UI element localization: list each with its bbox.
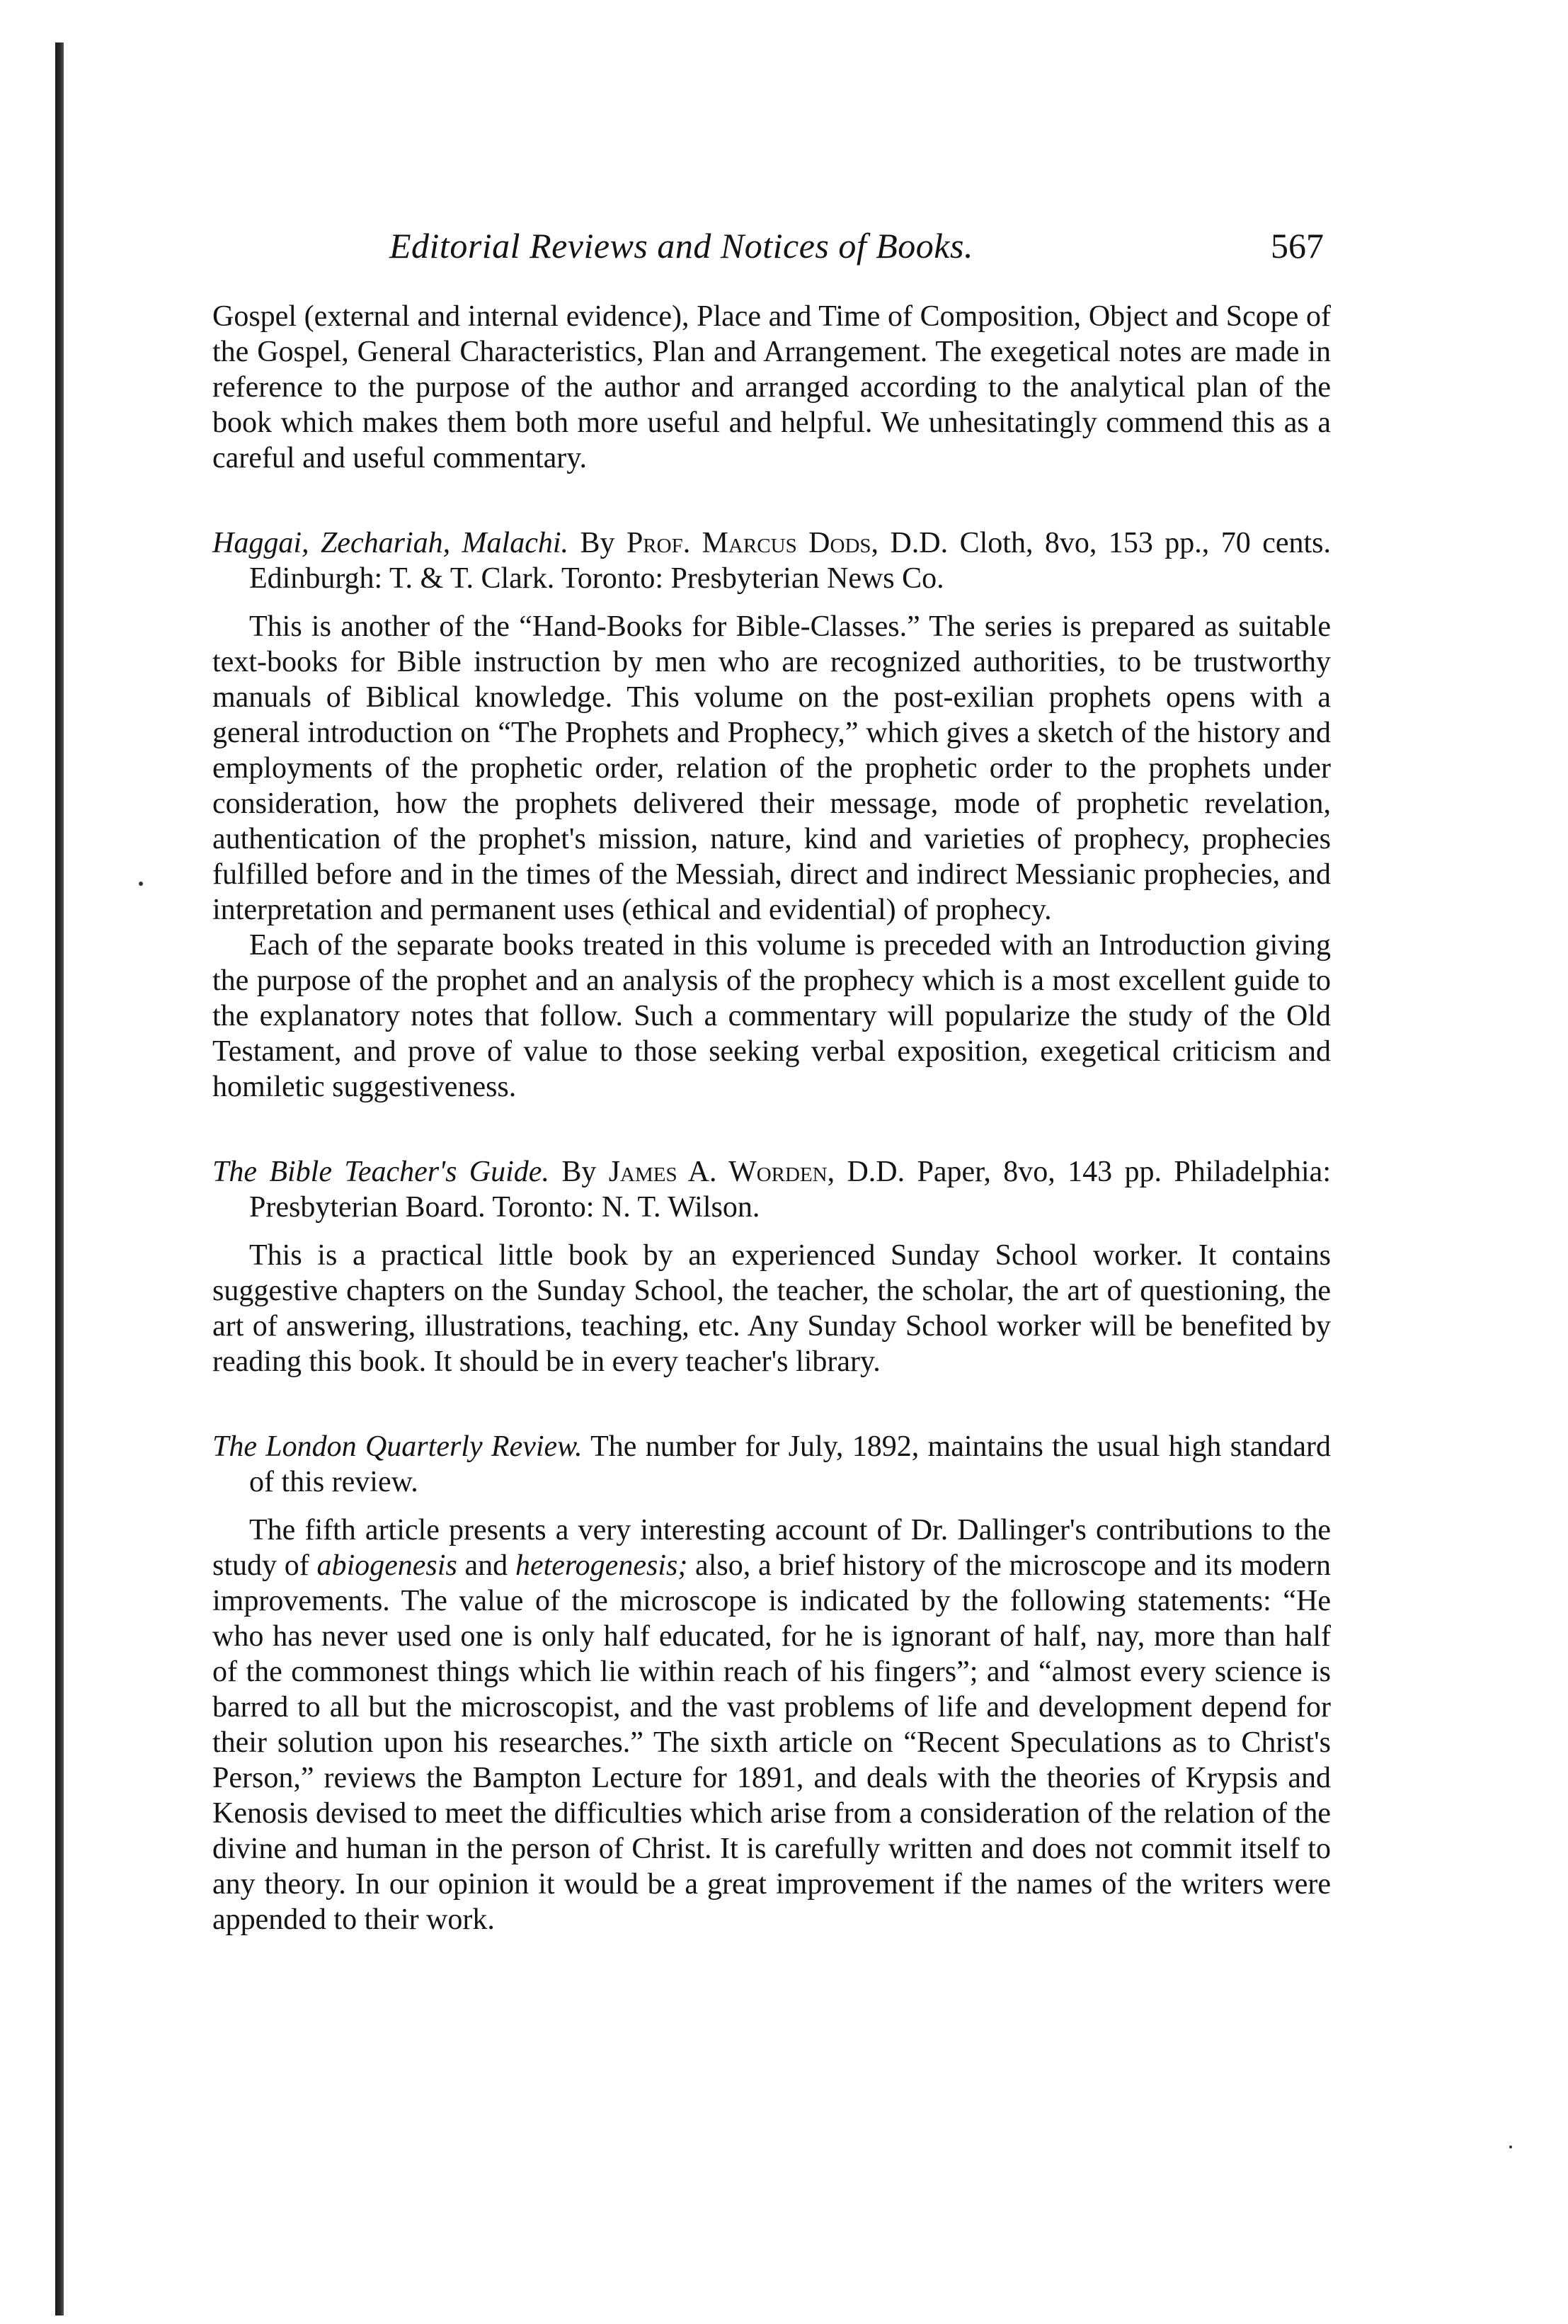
page-number: 567: [1271, 226, 1324, 266]
running-title: Editorial Reviews and Notices of Books.: [389, 226, 973, 266]
paragraph-text: and: [457, 1549, 515, 1582]
document-page: [212, 225, 1331, 1937]
review-heading-bible-teacher: [212, 1154, 1331, 1225]
italic-term: abiogenesis: [316, 1549, 457, 1582]
intro-paragraph: Gospel (external and internal evidence), Place and Time of Composition, Object and Scope of the Gospel, General Characteristics, Plan and Arrangement. The exegetical notes are made in reference to the purpose of the author and arranged according to the analytical plan of the book which makes them both more useful and helpful. We unhesitatingly commend this as a careful and useful commentary.: [212, 300, 1331, 474]
review-paragraph: Each of the separate books treated in this volume is preceded with an Introduction giving the purpose of the prophet and an analysis of the prophecy which is a most excellent guide to the explanatory notes that follow. Such a commentary will popularize the study of the Old Testament, and prove of value to those seeking verbal exposition, exegetical criticism and homiletic suggestiveness.: [212, 929, 1331, 1103]
book-title: Haggai, Zechariah, Malachi.: [212, 527, 569, 559]
by-label: By: [580, 527, 615, 559]
book-title: The Bible Teacher's Guide.: [212, 1156, 549, 1188]
book-title: The London Quarterly Review.: [212, 1430, 583, 1463]
paragraph-text: also, a brief history of the microscope and its modern improvements. The value of the microscope is indicated by the following statements: “He who has never used one is only half educated, for he is ignorant of half, nay, more than half of the commonest things which lie within reach of his fingers”; and “almost every science is barred to all but the microscopist, and the vast problems of life and development depend for their solution upon his researches.” The sixth article on “Recent Speculations as to Christ's Person,” reviews the Bampton Lecture for 1891, and deals with the theories of Krypsis and Kenosis devised to meet the difficulties which arise from a consideration of the relation of the divine and human in the person of Christ. It is carefully written and does not commit itself to any theory. In our opinion it would be a great improvement if the names of the writers were appended to their work.: [212, 1549, 1331, 1936]
author-name: James A. Worden, D.D.: [608, 1156, 905, 1188]
italic-term: heterogenesis;: [515, 1549, 688, 1582]
running-header: [212, 225, 1331, 275]
scan-binding-edge: [55, 42, 64, 2316]
scan-speck: [139, 882, 143, 886]
publication-details: Cloth, 8vo, 153 pp., 70 cents. Edinburgh: T. & T. Clark. Toronto: Presbyterian News Co.: [249, 527, 1332, 595]
publication-details: Paper, 8vo, 143 pp. Philadelphia: Presbyterian Board. Toronto: N. T. Wilson.: [249, 1156, 1331, 1224]
scan-speck: [1509, 2146, 1512, 2148]
publication-details: The number for July, 1892, maintains the usual high standard of this review.: [249, 1430, 1331, 1498]
by-label: By: [561, 1156, 597, 1188]
review-heading-london-quarterly: [212, 1429, 1331, 1500]
author-name: Prof. Marcus Dods, D.D.: [626, 527, 949, 559]
review-paragraph: This is a practical little book by an experienced Sunday School worker. It contains suggestive chapters on the Sunday School, the teacher, the scholar, the art of questioning, the art of answering, illustrations, teaching, etc. Any Sunday School worker will be benefited by reading this book. It should be in every teacher's library.: [212, 1239, 1331, 1378]
review-paragraph: This is another of the “Hand-Books for Bible-Classes.” The series is prepared as suitable text-books for Bible instruction by men who are recognized authorities, to be trustworthy manuals of Biblical knowledge. This volume on the post-exilian prophets opens with a general introduction on “The Prophets and Prophecy,” which gives a sketch of the history and employments of the prophetic order, relation of the prophetic order to the prophets under consideration, how the prophets delivered their message, mode of prophetic revelation, authentication of the prophet's mission, nature, kind and varieties of prophecy, prophecies fulfilled before and in the times of the Messiah, direct and indirect Messianic prophecies, and interpretation and permanent uses (ethical and evidential) of prophecy.: [212, 610, 1331, 926]
review-paragraph: [212, 1513, 1331, 1937]
paragraph-text: The fifth article presents a very interesting account of Dr. Dallinger's contributions to the study of: [212, 1514, 1331, 1582]
review-heading-haggai: [212, 525, 1331, 596]
